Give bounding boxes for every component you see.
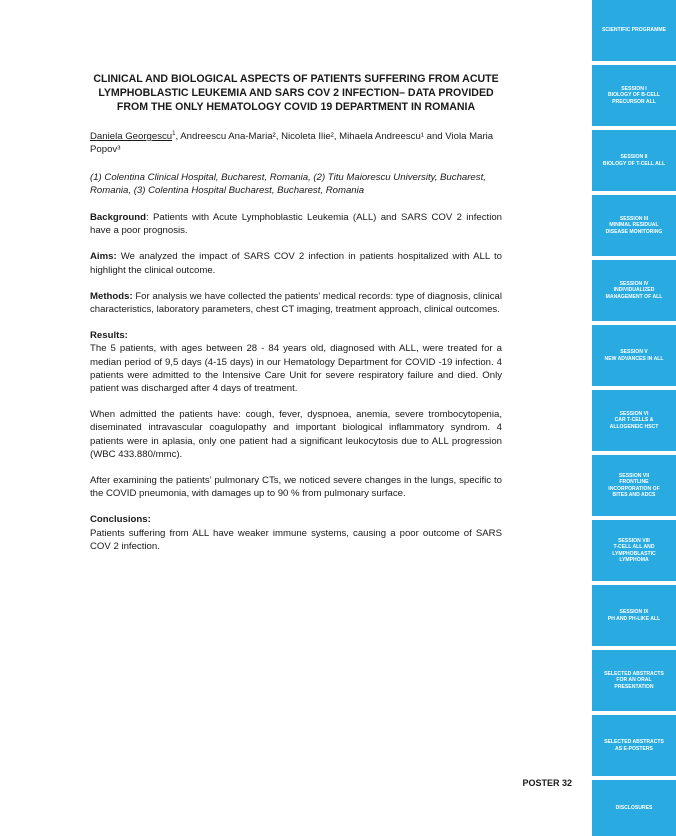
sidebar-item-session-6[interactable]: [592, 390, 676, 451]
sidebar-item-label: MANAGEMENT OF ALL: [605, 293, 663, 300]
results-paragraph-3: After examining the patients’ pulmonary CTs, we noticed severe changes in the lungs, specific to the COVID pneumonia, with damages up to 90 % from pulmonary surface.: [90, 475, 502, 500]
sidebar-item-label: SELECTED ABSTRACTS: [604, 670, 664, 677]
sidebar-item-label: PH AND PH-LIKE ALL: [607, 615, 661, 622]
sidebar-item-session-5[interactable]: [592, 325, 676, 386]
sidebar-item-label: INDIVIDUALIZED: [613, 287, 655, 294]
sidebar-item-label: CAR T-CELLS &: [614, 417, 654, 424]
sidebar-item-session-1[interactable]: [592, 65, 676, 126]
sidebar-item-label: SESSION VI: [619, 410, 649, 417]
sidebar-item-label: FRONTLINE: [619, 479, 649, 486]
background-text: : Patients with Acute Lymphoblastic Leukemia (ALL) and SARS COV 2 infection have a poor prognosis.: [90, 212, 502, 237]
methods-section: [90, 290, 502, 316]
sidebar-item-label: SESSION I: [621, 85, 647, 92]
sidebar-item-label: BITES AND ADCS: [612, 491, 656, 498]
first-author: Daniela Georgescu: [90, 131, 173, 143]
abstract-content: [90, 72, 502, 566]
sidebar-item-label: SESSION V: [620, 349, 648, 356]
background-section: [90, 211, 502, 237]
sidebar-item-label: INCORPORATION OF: [608, 485, 660, 492]
first-author-affiliation-mark: 1: [172, 131, 176, 137]
sidebar-item-label: PRECURSOR ALL: [612, 98, 656, 105]
results-label: Results:: [90, 330, 128, 342]
sidebar-item-disclosures[interactable]: [592, 780, 676, 836]
sidebar-item-label: SESSION IV: [619, 280, 649, 287]
sidebar-item-scientific-programme[interactable]: [592, 0, 676, 61]
sidebar-item-session-8[interactable]: [592, 520, 676, 581]
sidebar-item-label: MINIMAL RESIDUAL: [609, 222, 659, 229]
other-authors: , Andreescu Ana-Maria², Nicoleta Ilie², Mihaela Andreescu¹ and Viola Maria Popov³: [90, 131, 494, 156]
sidebar-item-label: DISCLOSURES: [615, 804, 653, 811]
sidebar-item-session-2[interactable]: [592, 130, 676, 191]
aims-label: Aims:: [90, 251, 117, 263]
sidebar-item-label: FOR AN ORAL: [616, 677, 652, 684]
sidebar-item-label: AS E-POSTERS: [615, 745, 653, 752]
conclusions-text: Patients suffering from ALL have weaker immune systems, causing a poor outcome of SARS COV 2 infection.: [90, 527, 502, 552]
sidebar-item-label: DISEASE MONITORING: [605, 228, 663, 235]
aims-section: [90, 250, 502, 276]
sidebar-item-label: BIOLOGY OF T-CELL ALL: [602, 160, 666, 167]
sidebar-item-label: SELECTED ABSTRACTS: [604, 739, 664, 746]
abstract-title: CLINICAL AND BIOLOGICAL ASPECTS OF PATIENTS SUFFERING FROM ACUTE LYMPHOBLASTIC LEUKEMIA AND SARS COV 2 INFECTION– DATA PROVIDED FROM THE ONLY HEMATOLOGY COVID 19 DEPARTMENT IN ROMANIA: [93, 73, 499, 113]
conclusions-label: Conclusions:: [90, 514, 151, 526]
sidebar-item-label: PRESENTATION: [614, 683, 654, 690]
sidebar-item-label: SCIENTIFIC PROGRAMME: [602, 27, 666, 34]
sidebar-item-label: SESSION VIII: [618, 537, 650, 544]
sidebar-item-label: BIOLOGY OF B-CELL: [608, 92, 660, 99]
sidebar-item-label: ALLOGENEIC HSCT: [609, 423, 659, 430]
poster-number: POSTER 32: [522, 778, 572, 788]
sidebar-item-selected-oral[interactable]: [592, 650, 676, 711]
aims-text: We analyzed the impact of SARS COV 2 infection in patients hospitalized with ALL to highlight the clinical outcome.: [90, 251, 502, 276]
sidebar-item-label: SESSION II: [620, 154, 648, 161]
methods-label: Methods:: [90, 290, 133, 302]
methods-text: For analysis we have collected the patients’ medical records: type of diagnosis, clinical characteristics, laboratory parameters, chest CT imaging, treatment approach, clinical outcomes.: [90, 290, 502, 316]
sidebar-item-session-3[interactable]: [592, 195, 676, 256]
sidebar-item-label: NEW ADVANCES IN ALL: [604, 355, 664, 362]
results-paragraph-1: The 5 patients, with ages between 28 - 84 years old, diagnosed with ALL, were treated for a median period of 9,5 days (4-15 days) in our Hematology Department for COVID -19 infection. 4 patients were admitted to the Intensive Care Unit for severe respiratory failure and died. Only patient was discharged after 4 days of treatment.: [90, 343, 502, 395]
background-label: Background: [90, 212, 146, 223]
affiliations: (1) Colentina Clinical Hospital, Bucharest, Romania, (2) Titu Maiorescu University, Bucharest, Romania, (3) Colentina Hospital Bucharest, Bucharest, Romania: [90, 171, 486, 196]
results-paragraph-2: When admitted the patients have: cough, fever, dyspnoea, anemia, severe trombocytopenia, diseminated intravascular coagulopathy and important biological inflammatory syndrom. 4 patients were in aplasia, only one patient had a significant leukocytosis due to ALL progression (WBC 433.880/mmc).: [90, 409, 502, 460]
sidebar-item-label: T-CELL ALL AND: [613, 544, 655, 551]
sidebar-item-label: LYMPHOBLASTIC: [612, 550, 656, 557]
sidebar-item-selected-eposters[interactable]: [592, 715, 676, 776]
author-list: [90, 128, 502, 157]
sidebar-item-label: SESSION III: [619, 215, 649, 222]
sidebar-item-session-4[interactable]: [592, 260, 676, 321]
sidebar-item-label: SESSION VII: [618, 472, 650, 479]
sidebar-item-session-7[interactable]: [592, 455, 676, 516]
sidebar-item-label: SESSION IX: [619, 609, 649, 616]
sidebar-item-label: LYMPHOMA: [619, 556, 649, 563]
sidebar-item-session-9[interactable]: [592, 585, 676, 646]
sidebar-nav: [592, 0, 676, 836]
